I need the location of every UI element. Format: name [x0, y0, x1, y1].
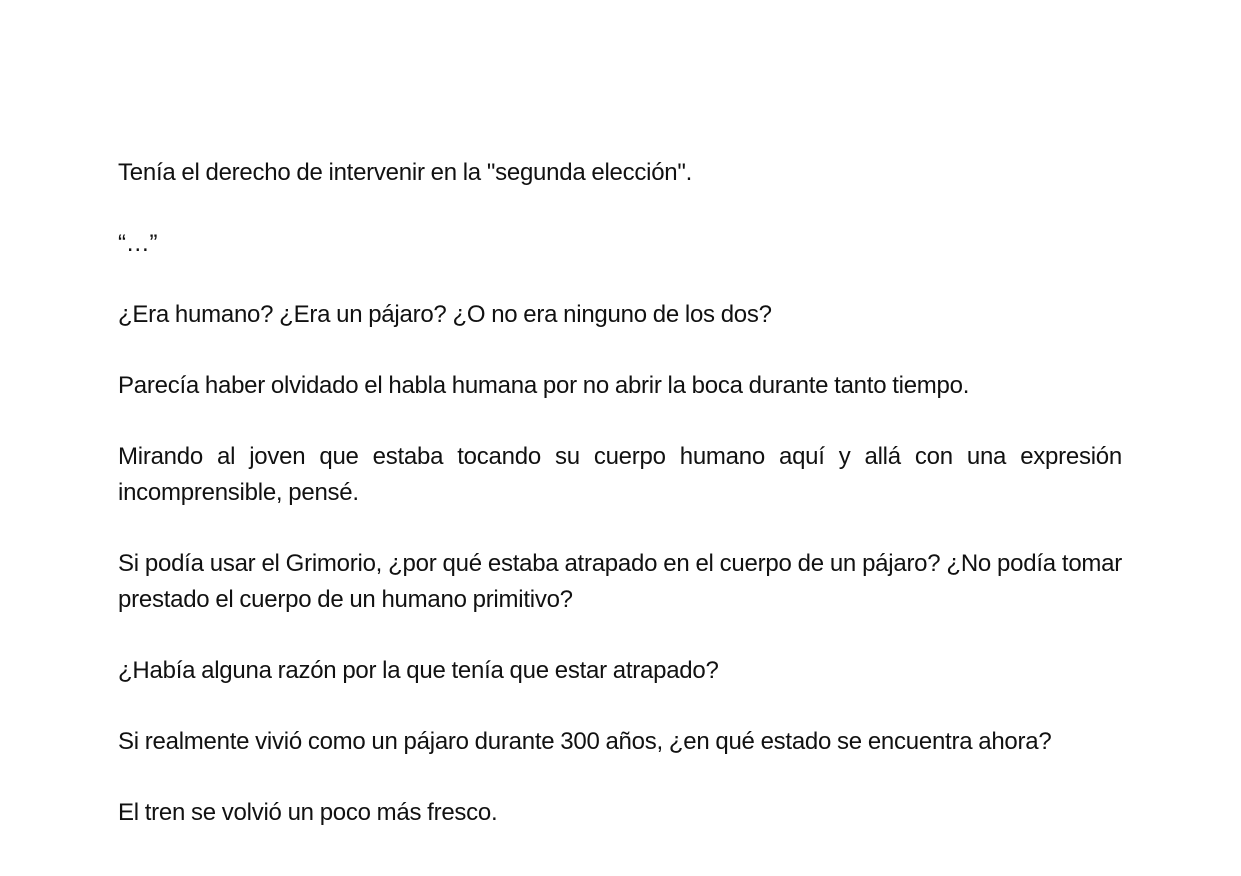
- paragraph: Parecía haber olvidado el habla humana por no abrir la boca durante tanto tiempo.: [118, 372, 970, 399]
- paragraph: “…”: [118, 230, 158, 257]
- paragraph: ¿Había alguna razón por la que tenía que estar atrapado?: [118, 657, 719, 684]
- paragraph: Tenía el derecho de intervenir en la "segunda elección".: [118, 159, 693, 186]
- paragraph: ¿Era humano? ¿Era un pájaro? ¿O no era ninguno de los dos?: [118, 301, 772, 328]
- document-page: [118, 155, 1122, 831]
- paragraph: Si podía usar el Grimorio, ¿por qué estaba atrapado en el cuerpo de un pájaro? ¿No podía tomar prestado el cuerpo de un humano primitivo?: [118, 550, 1122, 613]
- paragraph: Si realmente vivió como un pájaro durante 300 años, ¿en qué estado se encuentra ahora?: [118, 728, 1052, 755]
- paragraph: El tren se volvió un poco más fresco.: [118, 799, 498, 826]
- paragraph: Mirando al joven que estaba tocando su cuerpo humano aquí y allá con una expresión incomprensible, pensé.: [118, 443, 1122, 506]
